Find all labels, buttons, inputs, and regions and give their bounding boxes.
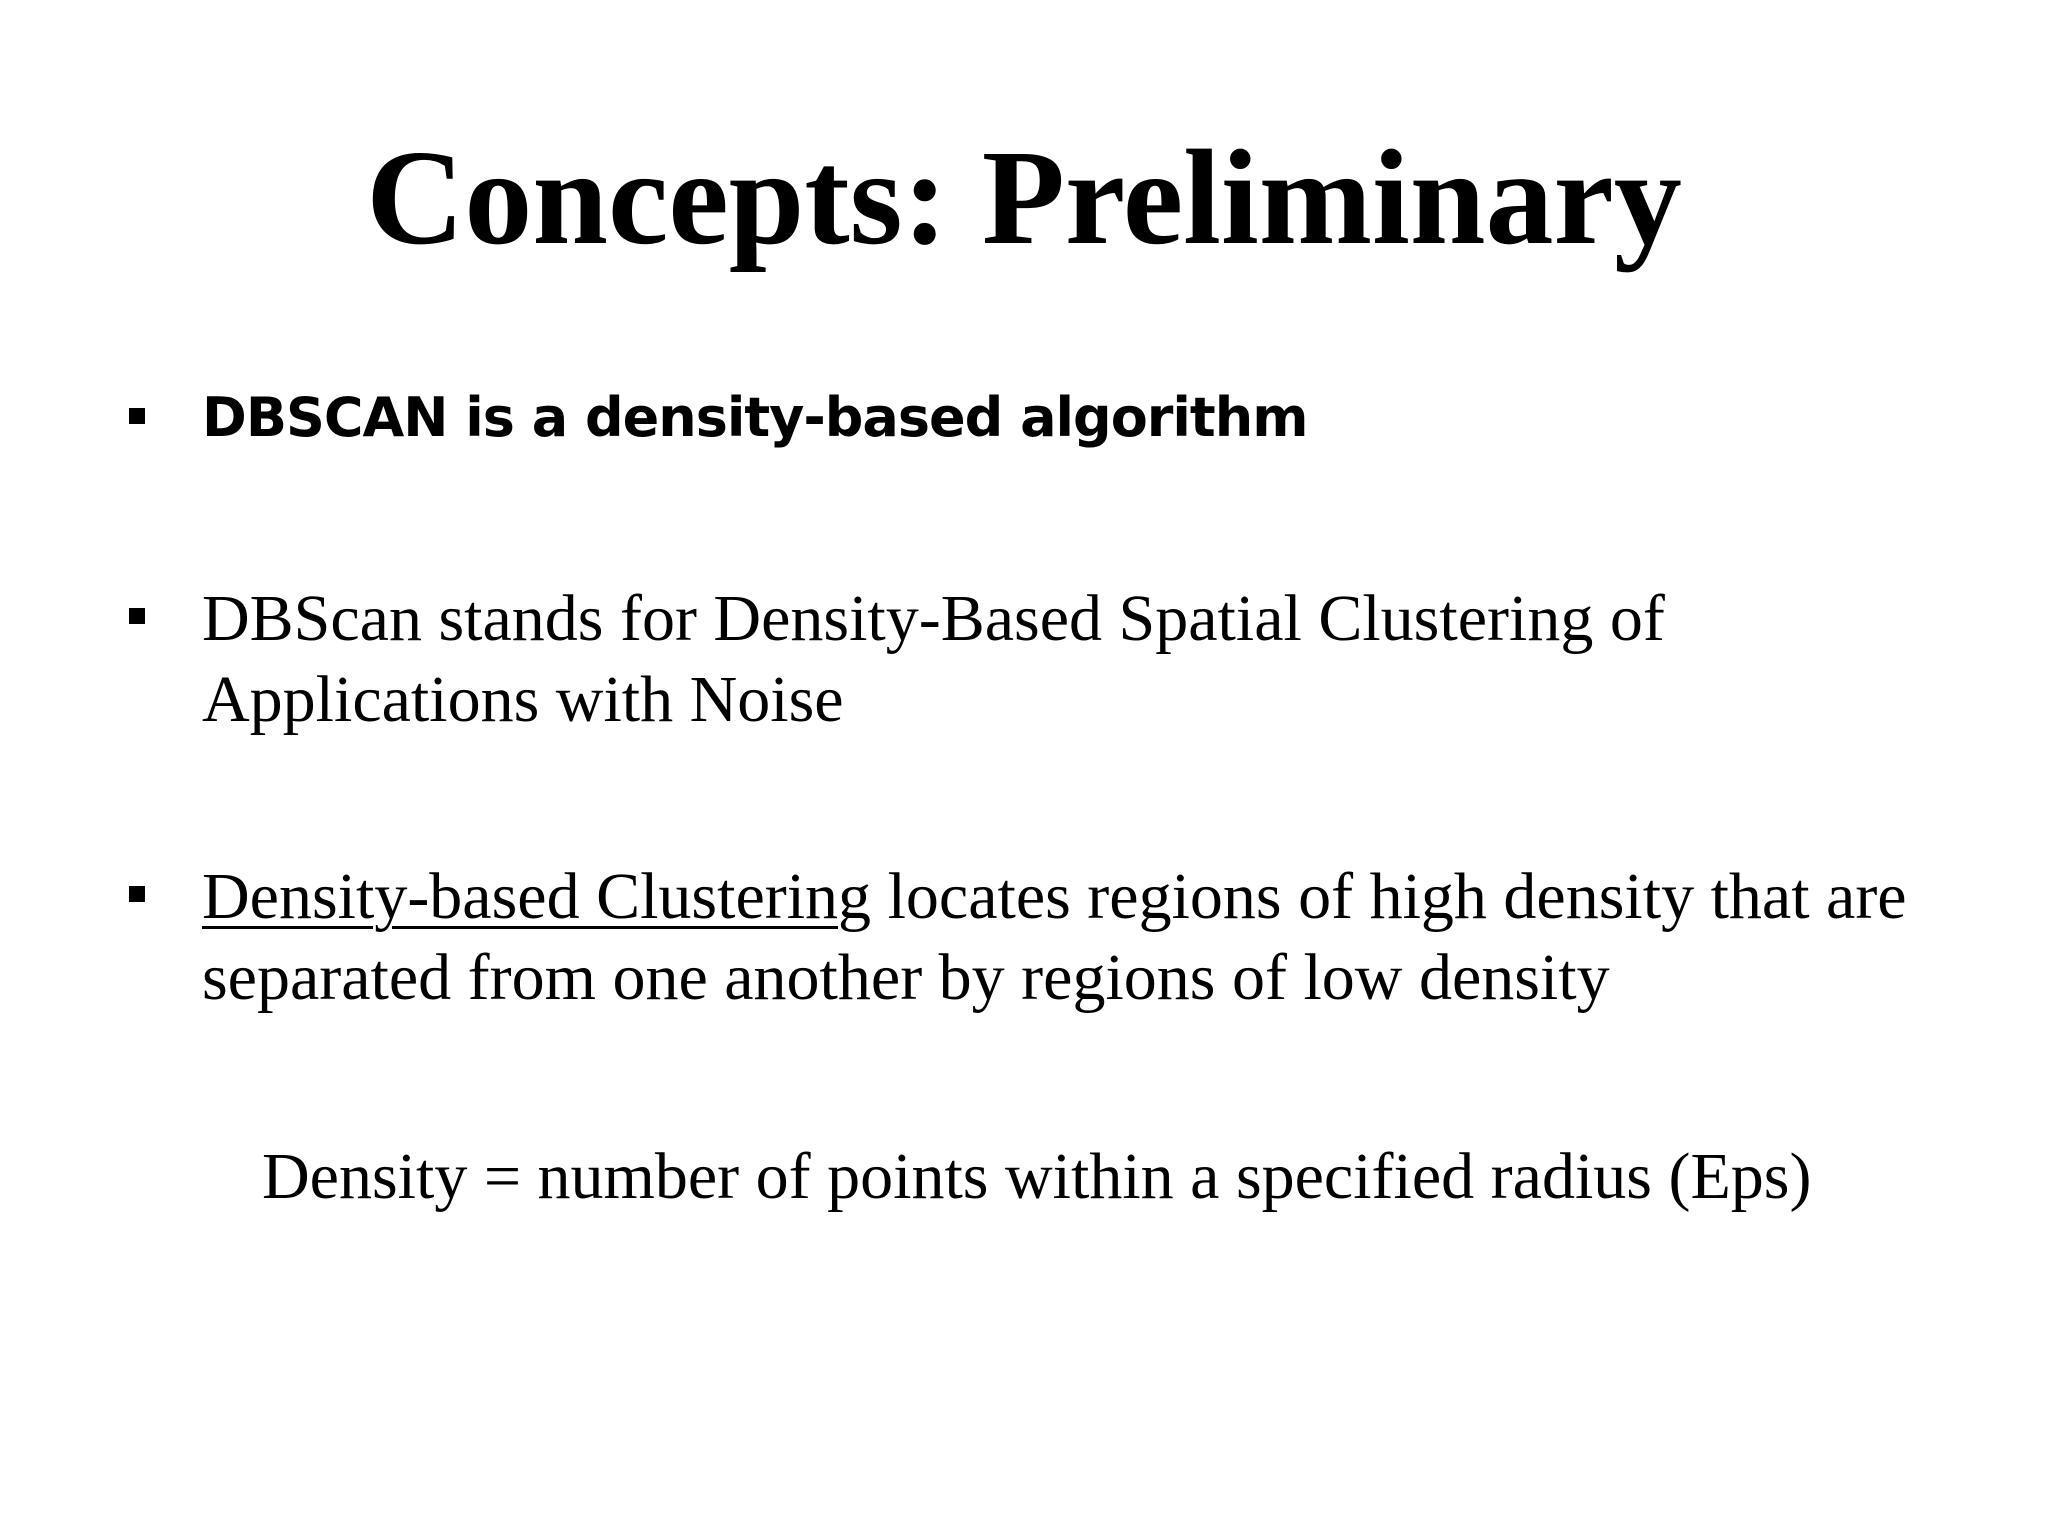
bullet-text-2: DBScan stands for Density-Based Spatial Clustering of Applications with Noise (202, 582, 1665, 736)
bullet-text-3-rest: locates regions of high density that are separated from one another by regions of low density (202, 860, 1907, 1014)
bullet-text-3 (202, 856, 1922, 1018)
square-bullet-icon (129, 408, 145, 424)
density-formula: Density = number of points within a specified radius (Eps) (262, 1140, 1812, 1213)
square-bullet-icon (129, 608, 145, 624)
bullet-text-1: DBSCAN is a density-based algorithm (202, 386, 1308, 449)
underlined-term: Density-based Clustering (202, 860, 872, 933)
square-bullet-icon (129, 886, 145, 902)
slide-title: Concepts: Preliminary (366, 123, 1682, 273)
